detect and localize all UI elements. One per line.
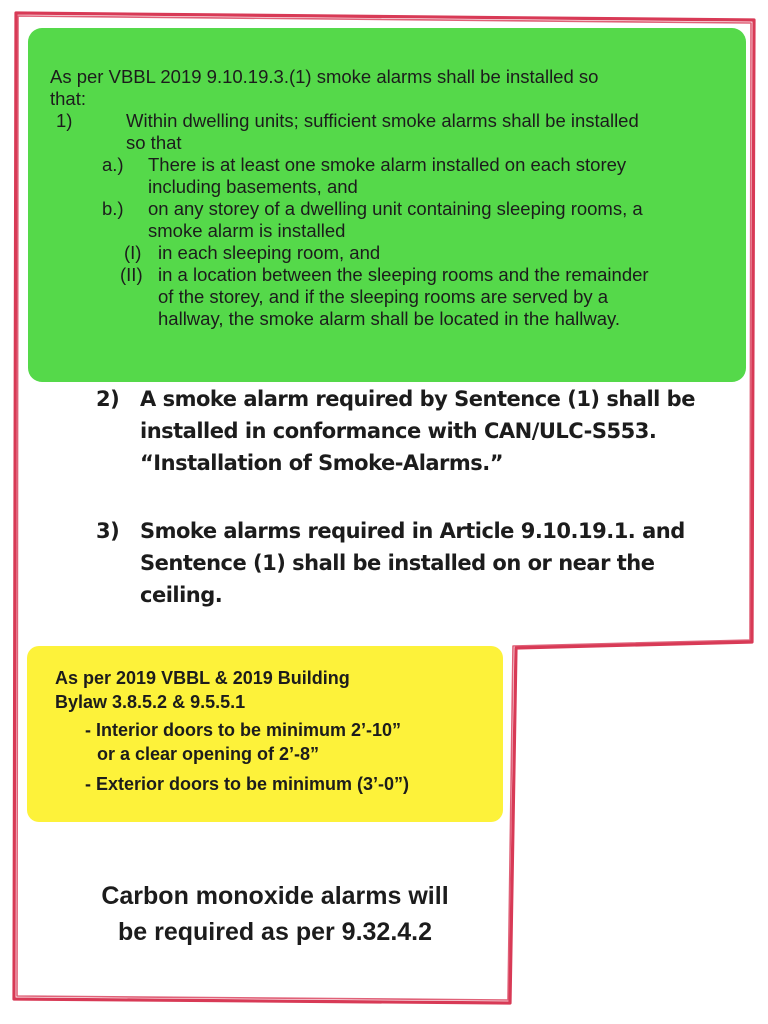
co-notice-line-2: be required as per 9.32.4.2 <box>117 918 433 946</box>
item-1b-ii <box>50 264 732 286</box>
item-1-number: 1) <box>56 110 73 131</box>
item-1 <box>50 110 732 132</box>
item-3 <box>96 515 685 611</box>
door-requirements-yellow-box <box>27 646 503 822</box>
item-2-text-line-3: “Installation of Smoke-Alarms.” <box>140 451 504 475</box>
item-1b-text-line-1: on any storey of a dwelling unit containing sleeping rooms, a <box>148 198 643 219</box>
co-notice-line-1: Carbon monoxide alarms will <box>101 882 449 910</box>
item-1b-label: b.) <box>102 198 124 219</box>
exterior-door-line: - Exterior doors to be minimum (3’-0”) <box>85 774 410 794</box>
item-1b-ii-label: (II) <box>120 264 143 285</box>
intro-line-2: that: <box>50 88 86 109</box>
item-1b-ii-text-line-2: of the storey, and if the sleeping rooms are served by a <box>158 286 609 307</box>
interior-door-line-2: or a clear opening of 2’-8” <box>97 744 320 764</box>
item-1b-ii-text-line-3: hallway, the smoke alarm shall be located in the hallway. <box>158 308 621 329</box>
item-1a-label: a.) <box>102 154 124 175</box>
door-heading-line-1: As per 2019 VBBL & 2019 Building <box>55 668 350 688</box>
item-1-text-line-1: Within dwelling units; sufficient smoke alarms shall be installed <box>126 110 639 131</box>
item-2-text-line-2: installed in conformance with CAN/ULC-S553. <box>140 419 657 443</box>
item-1b-i-text: in each sleeping room, and <box>158 242 381 263</box>
carbon-monoxide-notice <box>40 878 510 950</box>
item-1b <box>50 198 732 220</box>
intro-line-1: As per VBBL 2019 9.10.19.3.(1) smoke alarms shall be installed so <box>50 66 599 87</box>
item-1b-text-line-2: smoke alarm is installed <box>148 220 346 241</box>
item-1b-ii-text-line-1: in a location between the sleeping rooms and the remainder <box>158 264 649 285</box>
item-1-text-line-2: so that <box>126 132 182 153</box>
item-2 <box>96 383 695 479</box>
item-1a-text-line-2: including basements, and <box>148 176 358 197</box>
item-2-number: 2) <box>96 387 120 411</box>
item-3-text-line-2: Sentence (1) shall be installed on or near the <box>140 551 655 575</box>
item-2-text-line-1: A smoke alarm required by Sentence (1) shall be <box>140 387 695 411</box>
item-1a-text-line-1: There is at least one smoke alarm installed on each storey <box>148 154 627 175</box>
door-heading-line-2: Bylaw 3.8.5.2 & 9.5.5.1 <box>55 692 246 712</box>
smoke-alarm-green-box <box>28 28 746 382</box>
item-1b-i <box>50 242 732 264</box>
item-3-number: 3) <box>96 519 120 543</box>
item-3-text-line-1: Smoke alarms required in Article 9.10.19.1. and <box>140 519 685 543</box>
item-1b-i-label: (I) <box>124 242 142 263</box>
item-1a <box>50 154 732 176</box>
item-3-text-line-3: ceiling. <box>140 583 223 607</box>
interior-door-line-1: - Interior doors to be minimum 2’-10” <box>85 720 402 740</box>
